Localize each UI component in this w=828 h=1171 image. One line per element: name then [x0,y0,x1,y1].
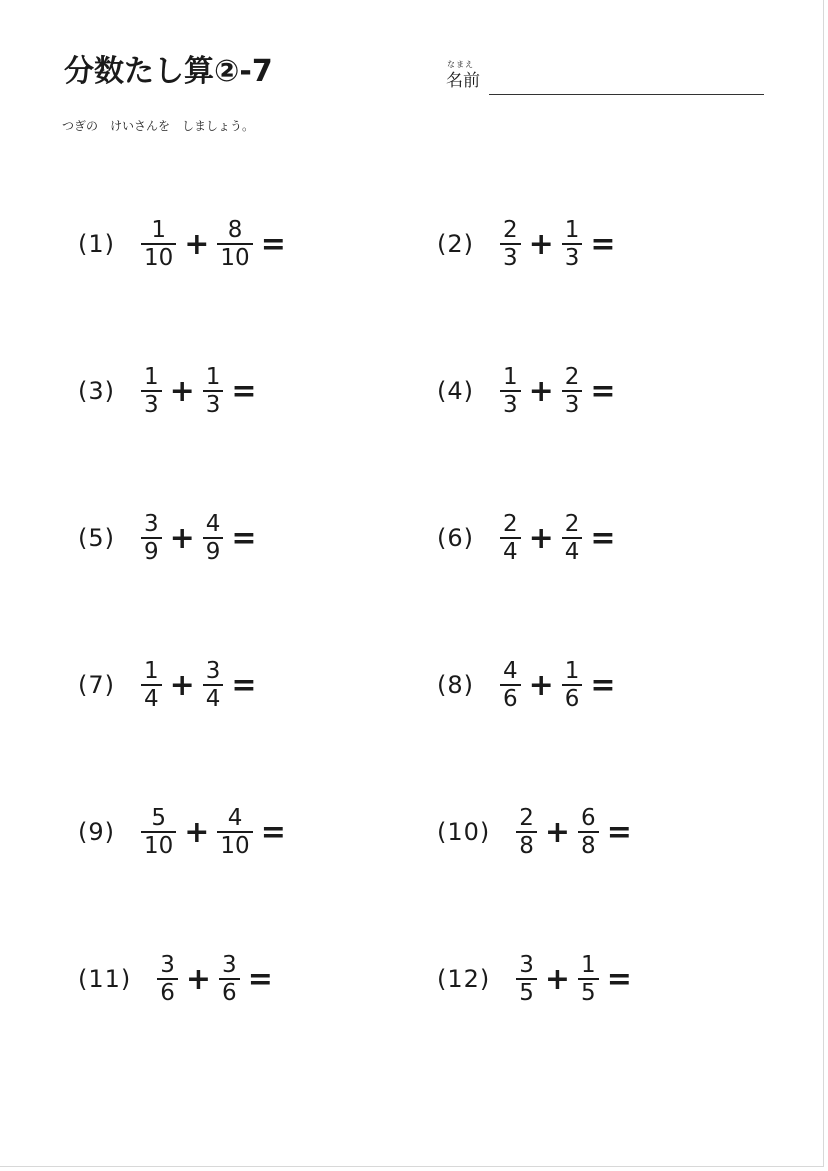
denominator: 10 [144,245,174,271]
fraction-a [516,806,537,858]
equals-sign: = [590,373,616,409]
problem-number: (11) [78,965,132,993]
fraction-b [562,365,583,417]
numerator: 2 [564,511,580,537]
fraction-b [562,218,583,270]
denominator: 5 [519,980,534,1006]
fraction-b [217,218,252,270]
denominator: 4 [144,686,159,712]
problem-number: (4) [437,377,474,405]
fraction-b [219,953,240,1005]
fraction-a [500,218,521,270]
numerator: 2 [519,805,534,831]
fraction-a [500,659,521,711]
equals-sign: = [590,226,616,262]
plus-sign: + [544,814,571,850]
problem-number: (6) [437,524,474,552]
denominator: 4 [503,539,518,565]
problem-9 [78,802,286,862]
equals-sign: = [260,814,286,850]
equals-sign: = [231,520,257,556]
denominator: 3 [564,392,580,418]
plus-sign: + [528,226,554,262]
denominator: 6 [564,686,580,712]
fraction-b [562,512,583,564]
fraction-b [217,806,252,858]
fraction-a [141,659,162,711]
plus-sign: + [544,961,571,997]
numerator: 2 [503,511,518,537]
numerator: 3 [519,952,534,978]
numerator: 1 [151,217,166,243]
denominator: 6 [503,686,518,712]
denominator: 10 [144,833,174,859]
numerator: 3 [160,952,175,978]
fraction-a [141,218,176,270]
plus-sign: + [169,373,195,409]
name-field-area [446,60,766,100]
denominator: 8 [519,833,534,859]
denominator: 3 [503,245,518,271]
denominator: 6 [222,980,237,1006]
problem-number: (9) [78,818,115,846]
problem-5 [78,508,257,568]
problem-6 [437,508,616,568]
equals-sign: = [606,814,632,850]
plus-sign: + [169,667,195,703]
denominator: 4 [205,686,221,712]
numerator: 3 [144,511,159,537]
plus-sign: + [528,373,554,409]
equals-sign: = [590,520,616,556]
numerator: 2 [503,217,518,243]
problem-number: (2) [437,230,474,258]
numerator: 1 [564,217,580,243]
denominator: 8 [581,833,596,859]
denominator: 3 [205,392,221,418]
problem-8 [437,655,616,715]
problem-number: (3) [78,377,115,405]
numerator: 5 [151,805,166,831]
name-write-line[interactable] [489,94,764,95]
denominator: 9 [144,539,159,565]
name-label: 名前 [446,71,480,91]
problem-10 [437,802,632,862]
denominator: 3 [503,392,518,418]
denominator: 3 [564,245,580,271]
problem-number: (8) [437,671,474,699]
denominator: 3 [144,392,159,418]
problem-11 [78,949,273,1009]
fraction-a [157,953,178,1005]
numerator: 1 [144,658,159,684]
instructions: つぎの けいさんを しましょう。 [62,119,255,133]
fraction-b [203,659,224,711]
problem-7 [78,655,257,715]
denominator: 10 [220,245,250,271]
equals-sign: = [590,667,616,703]
numerator: 6 [581,805,596,831]
plus-sign: + [185,961,212,997]
numerator: 1 [205,364,221,390]
problem-number: (7) [78,671,115,699]
equals-sign: = [231,373,257,409]
problem-3 [78,361,257,421]
plus-sign: + [184,226,210,262]
numerator: 1 [564,658,580,684]
denominator: 9 [205,539,221,565]
numerator: 3 [222,952,237,978]
plus-sign: + [528,520,554,556]
numerator: 4 [503,658,518,684]
problem-2 [437,214,616,274]
page-title: 分数たし算②-7 [64,54,273,89]
fraction-a [516,953,537,1005]
fraction-a [141,512,162,564]
numerator: 4 [227,805,243,831]
fraction-a [500,512,521,564]
equals-sign: = [247,961,273,997]
plus-sign: + [184,814,210,850]
problem-1 [78,214,286,274]
problem-number: (10) [437,818,491,846]
equals-sign: = [231,667,257,703]
denominator: 5 [581,980,596,1006]
problem-number: (12) [437,965,491,993]
numerator: 1 [581,952,596,978]
denominator: 4 [564,539,580,565]
numerator: 2 [564,364,580,390]
problem-4 [437,361,616,421]
denominator: 10 [220,833,250,859]
fraction-a [141,806,176,858]
problem-number: (5) [78,524,115,552]
fraction-a [141,365,162,417]
numerator: 8 [227,217,243,243]
plus-sign: + [169,520,195,556]
numerator: 1 [144,364,159,390]
numerator: 4 [205,511,221,537]
fraction-b [578,806,599,858]
fraction-a [500,365,521,417]
equals-sign: = [260,226,286,262]
numerator: 1 [503,364,518,390]
name-ruby: なまえ [447,60,474,69]
fraction-b [562,659,583,711]
fraction-b [578,953,599,1005]
fraction-b [203,512,224,564]
problem-12 [437,949,632,1009]
fraction-b [203,365,224,417]
equals-sign: = [606,961,632,997]
denominator: 6 [160,980,175,1006]
plus-sign: + [528,667,554,703]
numerator: 3 [205,658,221,684]
problem-number: (1) [78,230,115,258]
